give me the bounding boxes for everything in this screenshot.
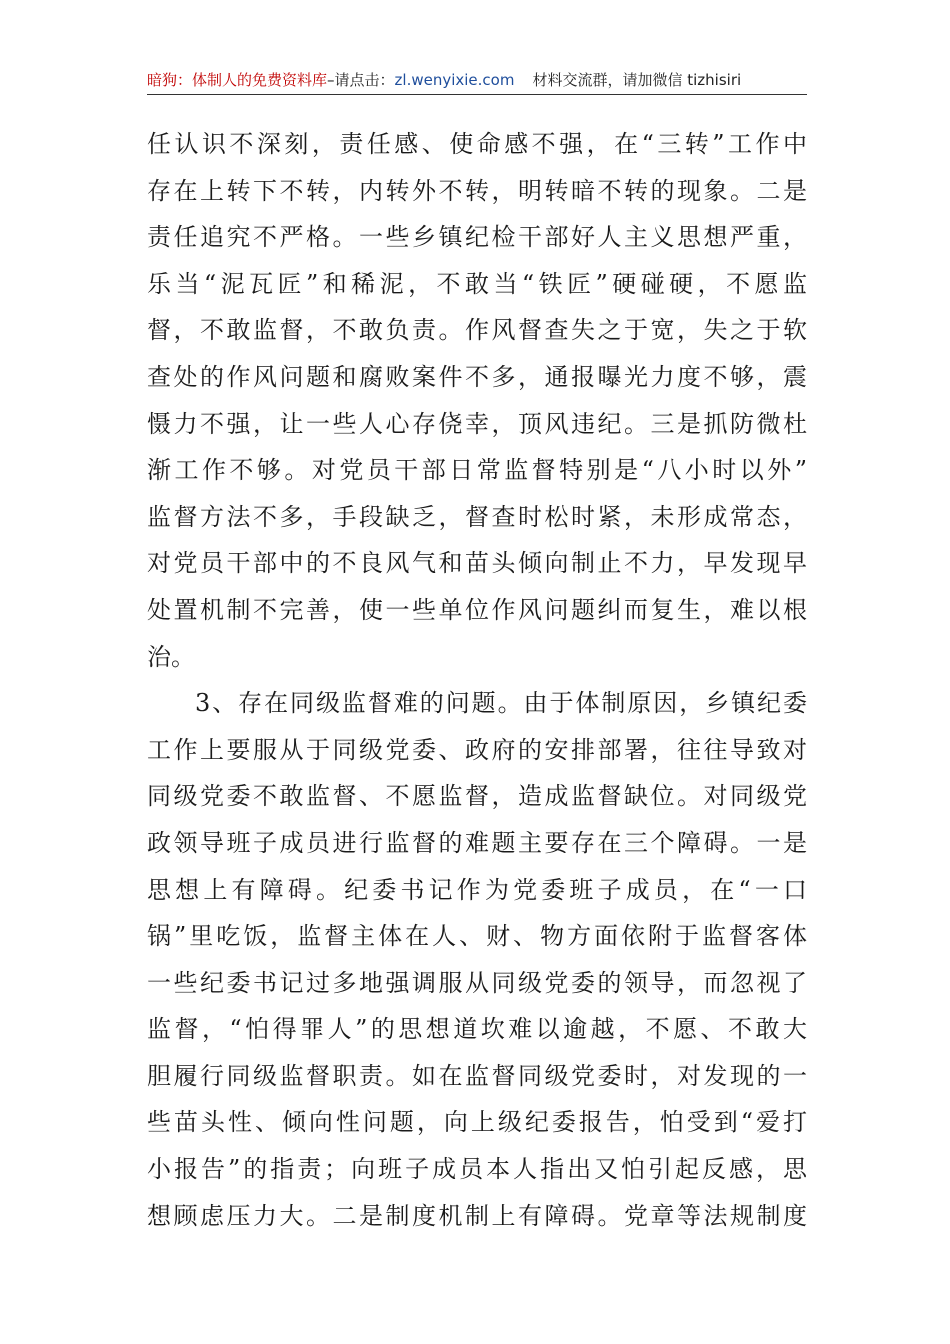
document-body [147,121,807,1239]
text-line: 存在上转下不转，内转外不转，明转暗不转的现象。二是 [147,176,807,205]
text-line: 锅”里吃饭，监督主体在人、财、物方面依附于监督客体 [147,922,807,951]
text-line: 乐当“泥瓦匠”和稀泥，不敢当“铁匠”硬碰硬，不愿监 [147,269,807,298]
header-brand: 暗狗：体制人的免费资料库 [147,71,328,89]
header-click-text: –请点击： [327,71,395,89]
text-line: 处置机制不完善，使一些单位作风问题纠而复生，难以根 [147,595,807,624]
text-line: 渐工作不够。对党员干部日常监督特别是“八小时以外” [147,456,807,485]
text-line: 思想上有障碍。纪委书记作为党委班子成员，在“一口 [147,875,807,904]
text-line: 工作上要服从于同级党委、政府的安排部署，往往导致对 [147,735,807,764]
text-line: 胆履行同级监督职责。如在监督同级党委时，对发现的一 [147,1061,807,1090]
text-line: 慑力不强，让一些人心存侥幸，顶风违纪。三是抓防微杜 [147,409,807,438]
text-line: 治。 [147,642,195,671]
text-line: 督，不敢监督，不敢负责。作风督查失之于宽，失之于软 [147,316,807,345]
text-line: 任认识不深刻，责任感、使命感不强，在“三转”工作中 [147,130,807,158]
header-url-link[interactable]: zl.wenyixie.com [394,71,515,89]
text-line: 政领导班子成员进行监督的难题主要存在三个障碍。一是 [147,828,807,857]
text-line: 对党员干部中的不良风气和苗头倾向制止不力，早发现早 [147,549,807,578]
text-line: 些苗头性、倾向性问题，向上级纪委报告，怕受到“爱打 [147,1108,807,1137]
text-line: 想顾虑压力大。二是制度机制上有障碍。党章等法规制度 [147,1201,807,1230]
text-line: 查处的作风问题和腐败案件不多，通报曝光力度不够，震 [147,362,807,391]
header-group-text: 材料交流群，请加微信 tizhisiri [532,71,742,89]
text-line: 一些纪委书记过多地强调服从同级党委的领导，而忽视了 [147,968,807,997]
text-line: 同级党委不敢监督、不愿监督，造成监督缺位。对同级党 [147,782,807,811]
text-line: 小报告”的指责；向班子成员本人指出又怕引起反感，思 [147,1155,807,1184]
page-header [147,68,807,95]
text-line: 监督，“怕得罪人”的思想道坎难以逾越，不愿、不敢大 [147,1015,807,1044]
paragraph-start-line: 3、存在同级监督难的问题。由于体制原因，乡镇纪委 [195,689,807,718]
text-line: 责任追究不严格。一些乡镇纪检干部好人主义思想严重， [147,223,807,252]
text-line: 监督方法不多，手段缺乏，督查时松时紧，未形成常态， [147,502,807,531]
